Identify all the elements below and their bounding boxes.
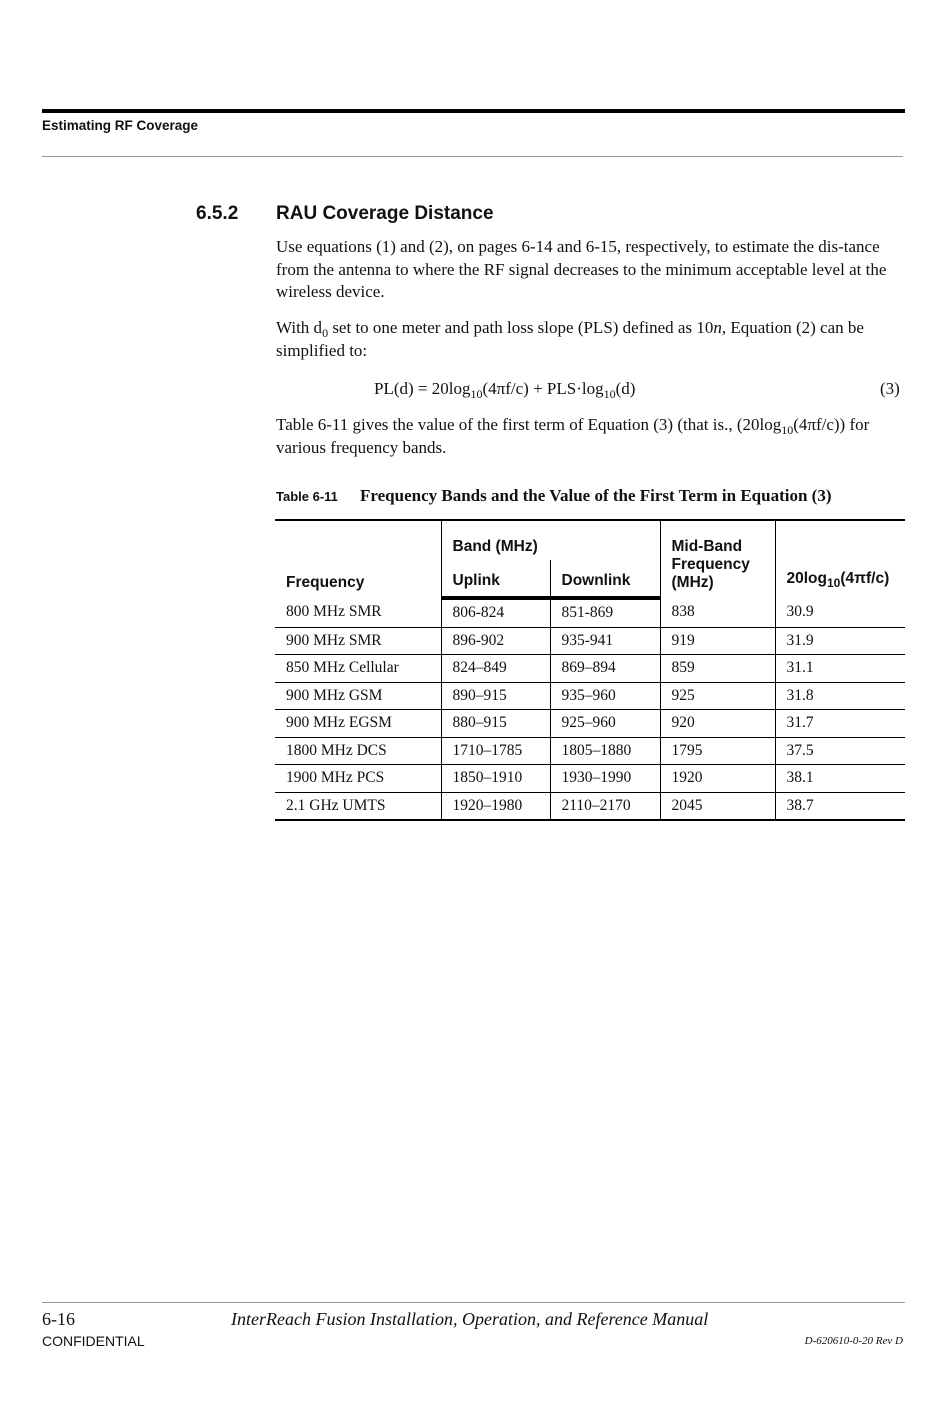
- cell-downlink: 925–960: [550, 710, 660, 738]
- midband-line-3: (MHz): [671, 574, 714, 591]
- section-title: RAU Coverage Distance: [276, 203, 494, 224]
- para3-text-b: (4πf/c)) for various frequency bands.: [276, 415, 870, 457]
- equation-3: [374, 378, 635, 400]
- cell-first-term: 38.1: [775, 765, 905, 793]
- cell-uplink: 1920–1980: [441, 792, 550, 820]
- paragraph-2: [276, 317, 904, 362]
- table-row: [275, 682, 905, 710]
- cell-first-term: 38.7: [775, 792, 905, 820]
- cell-midband: 919: [660, 627, 775, 655]
- cell-uplink: 1710–1785: [441, 737, 550, 765]
- cell-midband: 920: [660, 710, 775, 738]
- header-first-term: [775, 520, 905, 598]
- midband-line-2: Frequency: [671, 556, 750, 573]
- cell-frequency: 900 MHz EGSM: [275, 710, 441, 738]
- paragraph-3: [276, 414, 904, 459]
- term-sub: 10: [826, 576, 841, 590]
- equation-number: (3): [880, 379, 900, 398]
- footer-rule: [42, 1302, 905, 1303]
- confidential-label: CONFIDENTIAL: [42, 1333, 145, 1349]
- page-number: 6-16: [42, 1309, 75, 1329]
- cell-frequency: 900 MHz GSM: [275, 682, 441, 710]
- cell-downlink: 1805–1880: [550, 737, 660, 765]
- table-row: [275, 627, 905, 655]
- table-caption: [276, 486, 832, 506]
- cell-first-term: 31.8: [775, 682, 905, 710]
- cell-midband: 1795: [660, 737, 775, 765]
- para2-sub: 0: [322, 326, 329, 340]
- header-uplink: Uplink: [441, 560, 550, 598]
- table-row: [275, 598, 905, 627]
- table-row: [275, 765, 905, 793]
- para3-text-a: Table 6-11 gives the value of the first term of Equation (3) (that is., (20log: [276, 415, 782, 434]
- cell-uplink: 896-902: [441, 627, 550, 655]
- cell-midband: 859: [660, 655, 775, 683]
- header-downlink: Downlink: [550, 560, 660, 598]
- table-row: [275, 737, 905, 765]
- table-caption-text: Frequency Bands and the Value of the First Term in Equation (3): [360, 486, 832, 505]
- paragraph-1: Use equations (1) and (2), on pages 6-14 and 6-15, respectively, to estimate the dis-tance from the antenna to where the RF signal decreases to the minimum acceptable level at the wireless device.: [276, 237, 887, 301]
- header-rule-thin: [42, 156, 903, 157]
- cell-frequency: 900 MHz SMR: [275, 627, 441, 655]
- eq-text-c: (d): [615, 379, 636, 398]
- cell-first-term: 31.7: [775, 710, 905, 738]
- manual-title: InterReach Fusion Installation, Operation, and Reference Manual: [231, 1309, 709, 1329]
- term-text-a: 20log: [786, 570, 827, 587]
- cell-downlink: 1930–1990: [550, 765, 660, 793]
- cell-downlink: 935–960: [550, 682, 660, 710]
- cell-downlink: 869–894: [550, 655, 660, 683]
- cell-frequency: 2.1 GHz UMTS: [275, 792, 441, 820]
- eq-sub-2: 10: [603, 387, 616, 401]
- cell-frequency: 850 MHz Cellular: [275, 655, 441, 683]
- term-text-b: (4πf/c): [840, 570, 890, 587]
- cell-first-term: 31.1: [775, 655, 905, 683]
- section-number: 6.5.2: [196, 203, 239, 224]
- section-heading: [196, 203, 494, 225]
- cell-frequency: 1900 MHz PCS: [275, 765, 441, 793]
- cell-uplink: 880–915: [441, 710, 550, 738]
- para3-sub: 10: [781, 423, 794, 437]
- eq-sub-1: 10: [470, 387, 483, 401]
- cell-first-term: 31.9: [775, 627, 905, 655]
- cell-downlink: 935-941: [550, 627, 660, 655]
- cell-frequency: 1800 MHz DCS: [275, 737, 441, 765]
- cell-frequency: 800 MHz SMR: [275, 598, 441, 627]
- cell-first-term: 37.5: [775, 737, 905, 765]
- table-row: [275, 710, 905, 738]
- header-rule-thick: [42, 109, 905, 113]
- cell-midband: 2045: [660, 792, 775, 820]
- header-band: Band (MHz): [441, 520, 660, 560]
- eq-text-a: PL(d) = 20log: [374, 379, 471, 398]
- cell-midband: 1920: [660, 765, 775, 793]
- cell-midband: 925: [660, 682, 775, 710]
- cell-uplink: 824–849: [441, 655, 550, 683]
- cell-uplink: 1850–1910: [441, 765, 550, 793]
- table-row: [275, 655, 905, 683]
- cell-first-term: 30.9: [775, 598, 905, 627]
- cell-downlink: 2110–2170: [550, 792, 660, 820]
- table-caption-label: Table 6-11: [276, 489, 338, 504]
- table-body: [275, 598, 905, 820]
- header-midband: [660, 520, 775, 598]
- cell-midband: 838: [660, 598, 775, 627]
- table-row: [275, 792, 905, 820]
- header-frequency: Frequency: [275, 520, 441, 598]
- para2-text-c: , Equation (2) can be simplified to:: [276, 318, 864, 360]
- para2-text-a: With d: [276, 318, 323, 337]
- frequency-bands-table: [275, 519, 905, 821]
- para2-text-b: set to one meter and path loss slope (PLS) defined as 10: [328, 318, 714, 337]
- eq-text-b: (4πf/c) + PLS·log: [482, 379, 604, 398]
- document-number: D-620610-0-20 Rev D: [804, 1335, 903, 1347]
- cell-uplink: 806-824: [441, 598, 550, 627]
- midband-line-1: Mid-Band: [671, 538, 743, 555]
- cell-downlink: 851-869: [550, 598, 660, 627]
- running-header: Estimating RF Coverage: [42, 118, 199, 133]
- para2-n: n: [713, 318, 722, 337]
- cell-uplink: 890–915: [441, 682, 550, 710]
